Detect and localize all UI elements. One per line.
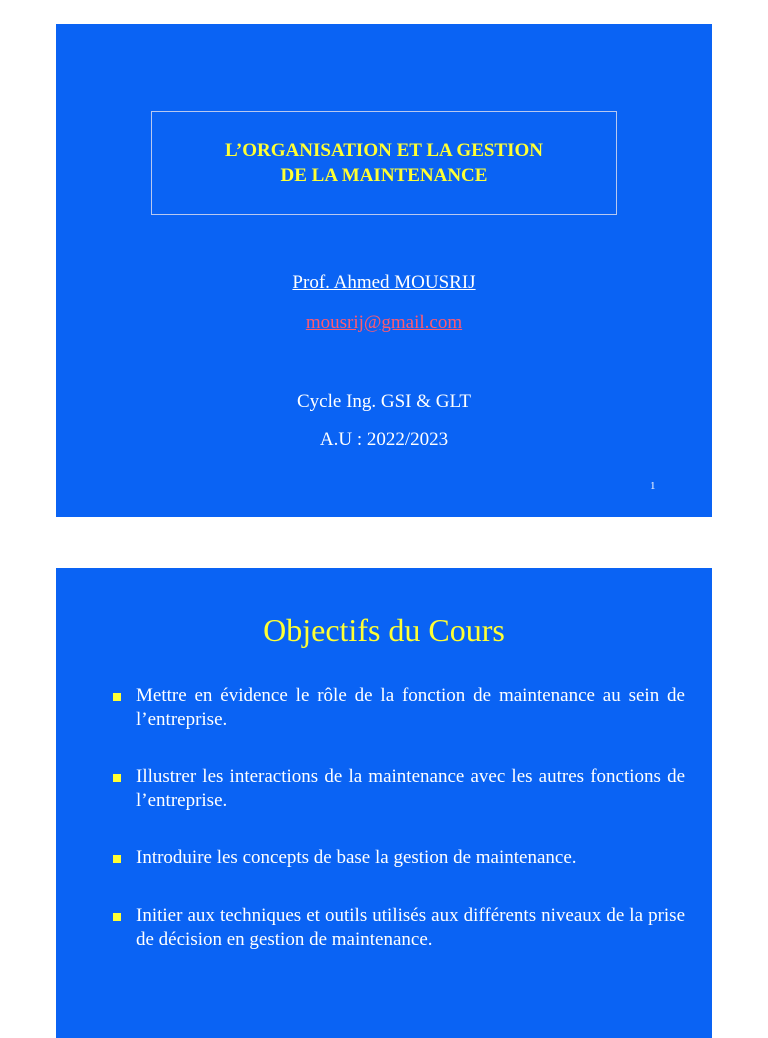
list-item	[112, 846, 685, 870]
list-item	[112, 684, 685, 732]
author-name: Prof. Ahmed MOUSRIJ	[292, 272, 476, 293]
list-item	[112, 904, 685, 952]
title-box	[151, 111, 617, 215]
objectives-list	[112, 684, 685, 952]
bullet-text: Initier aux techniques et outils utilisés aux différents niveaux de la prise de décision en gestion de maintenance.	[136, 905, 685, 950]
square-bullet-icon	[113, 913, 121, 921]
page-number: 1	[650, 480, 656, 492]
slide-1	[56, 24, 712, 517]
square-bullet-icon	[113, 855, 121, 863]
academic-year: A.U : 2022/2023	[319, 429, 449, 450]
bullet-text: Mettre en évidence le rôle de la fonction de maintenance au sein de l’entreprise.	[136, 685, 685, 730]
title-line-1: L’ORGANISATION ET LA GESTION	[225, 140, 543, 161]
bullet-text: Illustrer les interactions de la maintenance avec les autres fonctions de l’entreprise.	[136, 766, 685, 811]
slide-2	[56, 568, 712, 1038]
bullet-text: Introduire les concepts de base la gestion de maintenance.	[136, 847, 577, 868]
email-link[interactable]: mousrij@gmail.com	[305, 312, 463, 333]
list-item	[112, 765, 685, 813]
title-line-2: DE LA MAINTENANCE	[280, 165, 488, 186]
slide-title: Objectifs du Cours	[263, 612, 505, 648]
square-bullet-icon	[113, 774, 121, 782]
course-cycle: Cycle Ing. GSI & GLT	[297, 391, 471, 412]
square-bullet-icon	[113, 693, 121, 701]
